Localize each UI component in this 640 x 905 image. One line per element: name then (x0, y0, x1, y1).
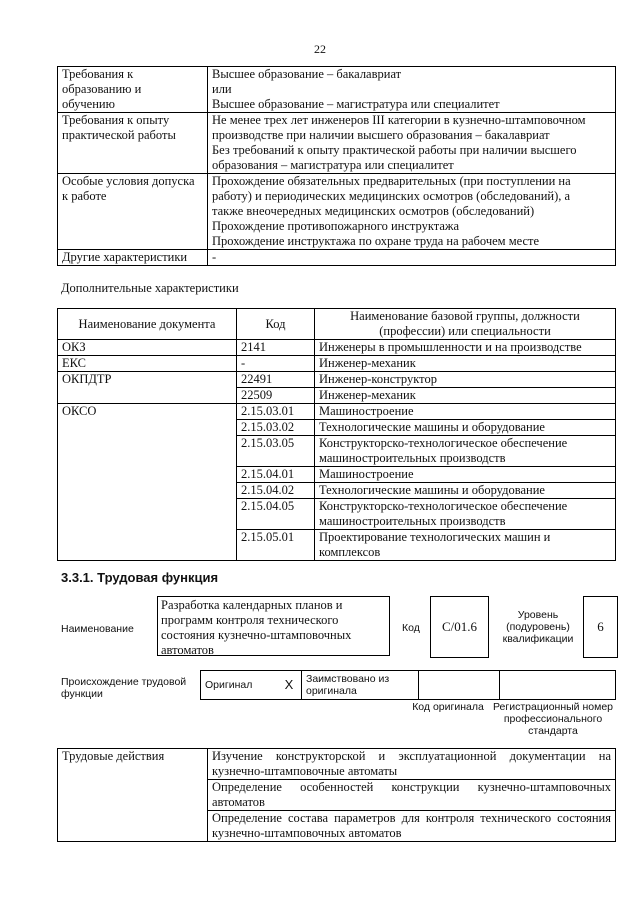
labor-actions-table (57, 748, 616, 842)
row-label (58, 174, 208, 250)
label-line: практической работы (62, 128, 176, 142)
header-line: Наименование базовой группы, должности (350, 309, 580, 323)
cell-code: 2.15.05.01 (237, 530, 315, 561)
name-line: комплексов (319, 545, 381, 559)
cell-name (315, 467, 616, 483)
name-line: Машиностроение (319, 467, 414, 481)
name-line: машиностроительных производств (319, 514, 506, 528)
label-line: Требования к опыту (62, 113, 170, 127)
label-line: Особые условия допуска (62, 174, 195, 188)
cell-name (315, 404, 616, 420)
value-line: Высшее образование – магистратура или специалитет (212, 97, 500, 111)
reg-number-cell (500, 671, 616, 700)
page-number: 22 (314, 42, 326, 56)
row-label (58, 67, 208, 113)
value-line: производстве при наличии высшего образования – бакалавриат (212, 128, 550, 142)
row-label (58, 250, 208, 266)
table-row (58, 356, 616, 372)
value-line: Высшее образование – бакалавриат (212, 67, 402, 81)
cell-name (315, 340, 616, 356)
name-label: Наименование (61, 623, 134, 635)
table-row (58, 174, 616, 250)
origin-table (200, 670, 616, 700)
name-line: Машиностроение (319, 404, 414, 418)
borrowed-line: оригинала (306, 685, 357, 697)
function-name-line: автоматов (161, 643, 214, 657)
reg-number-label (489, 701, 617, 737)
cell-doc: ОКСО (58, 404, 237, 561)
cell-code: 2.15.03.01 (237, 404, 315, 420)
name-line: Проектирование технологических машин и (319, 530, 551, 544)
label-line: к работе (62, 189, 107, 203)
action-item (208, 811, 616, 842)
reg-label-line: профессионального (503, 713, 603, 725)
cell-name (315, 499, 616, 530)
origin-code-cell (419, 671, 500, 700)
cell-doc: ЕКС (58, 356, 237, 372)
value-line: Прохождение обязательных предварительных (при поступлении на (212, 174, 571, 188)
action-line: Изучение конструкторской и эксплуатационной документации на (212, 749, 611, 763)
cell-doc: ОКПДТР (58, 372, 237, 404)
table-header-row (58, 309, 616, 340)
code-label: Код (402, 622, 420, 634)
value-line: Без требований к опыту практической работы при наличии высшего (212, 143, 577, 157)
origin-label-line: функции (61, 688, 103, 700)
header-line: (профессии) или специальности (379, 324, 551, 338)
action-line: автоматов (212, 795, 265, 809)
table-row (201, 671, 616, 700)
cell-code: 2.15.04.02 (237, 483, 315, 499)
header-name (315, 309, 616, 340)
cell-code: 2.15.04.05 (237, 499, 315, 530)
qualification-level-box: 6 (583, 596, 618, 658)
requirements-table (57, 66, 616, 266)
cell-code: 2.15.03.02 (237, 420, 315, 436)
section-title: Дополнительные характеристики (61, 281, 239, 295)
cell-name (315, 372, 616, 388)
action-line: Определение особенностей конструкции кузнечно-штамповочных (212, 780, 611, 794)
value-line: Не менее трех лет инженеров III категории в кузнечно-штамповочном (212, 113, 586, 127)
action-item (208, 780, 616, 811)
action-item (208, 749, 616, 780)
function-name-line: Разработка календарных планов и (161, 598, 343, 612)
origin-label-line: Происхождение трудовой (61, 676, 187, 688)
level-label-line: (подуровень) (506, 621, 570, 633)
function-name-line: состояния кузнечно-штамповочных (161, 628, 352, 642)
cell-name (315, 356, 616, 372)
cell-name (315, 388, 616, 404)
name-line: Инженер-конструктор (319, 372, 437, 386)
label-line: образованию и (62, 82, 142, 96)
additional-characteristics-table (57, 308, 616, 561)
cell-code: 22491 (237, 372, 315, 388)
action-line: Определение состава параметров для контроля технического состояния (212, 811, 611, 825)
function-code-box: С/01.6 (430, 596, 489, 658)
name-line: Инженер-механик (319, 356, 416, 370)
original-label: Оригинал (201, 671, 278, 700)
header-code: Код (237, 309, 315, 340)
name-line: Конструкторско-технологическое обеспечение (319, 436, 568, 450)
value-line: Прохождение инструктажа по охране труда на рабочем месте (212, 234, 540, 248)
reg-label-line: стандарта (528, 725, 578, 737)
header-doc: Наименование документа (58, 309, 237, 340)
reg-label-line: Регистрационный номер (493, 701, 613, 713)
labor-function-title: 3.3.1. Трудовая функция (61, 570, 219, 585)
table-row (58, 372, 616, 388)
action-line: кузнечно-штамповочных автоматов (212, 826, 402, 840)
cell-code: 22509 (237, 388, 315, 404)
row-value (208, 67, 616, 113)
table-row (58, 250, 616, 266)
level-label-line: квалификации (502, 633, 574, 645)
origin-label (61, 676, 196, 700)
row-value (208, 174, 616, 250)
original-mark: X (277, 671, 302, 700)
cell-name (315, 530, 616, 561)
value-line: или (212, 82, 232, 96)
borrowed-label (302, 671, 419, 700)
actions-label: Трудовые действия (58, 749, 208, 842)
name-line: машиностроительных производств (319, 451, 506, 465)
borrowed-line: Заимствовано из (306, 673, 390, 685)
value-line: работу) и периодических медицинских осмотров (обследований), а (212, 189, 571, 203)
level-label-line: Уровень (517, 609, 559, 621)
row-value (208, 113, 616, 174)
table-row (58, 113, 616, 174)
cell-name (315, 483, 616, 499)
action-line: кузнечно-штамповочные автоматы (212, 764, 398, 778)
table-row (58, 404, 616, 420)
cell-code: 2141 (237, 340, 315, 356)
name-line: Инженер-механик (319, 388, 416, 402)
cell-name (315, 436, 616, 467)
cell-code: - (237, 356, 315, 372)
function-name-box (157, 596, 390, 656)
name-line: Инженеры в промышленности и на производстве (319, 340, 582, 354)
value-line: также внеочередных медицинских осмотров (обследований) (212, 204, 535, 218)
value-line: Прохождение противопожарного инструктажа (212, 219, 460, 233)
name-line: Технологические машины и оборудование (319, 420, 545, 434)
cell-name (315, 420, 616, 436)
label-line: Другие характеристики (62, 250, 188, 264)
origin-code-label: Код оригинала (412, 701, 484, 713)
row-label (58, 113, 208, 174)
table-row (58, 67, 616, 113)
label-line: Требования к (62, 67, 134, 81)
value-line: - (212, 250, 217, 264)
name-line: Конструкторско-технологическое обеспечение (319, 499, 568, 513)
cell-doc: ОКЗ (58, 340, 237, 356)
cell-code: 2.15.04.01 (237, 467, 315, 483)
label-line: обучению (62, 97, 115, 111)
row-value (208, 250, 616, 266)
function-name-line: программ контроля технического (161, 613, 339, 627)
cell-code: 2.15.03.05 (237, 436, 315, 467)
table-row (58, 749, 616, 780)
name-line: Технологические машины и оборудование (319, 483, 545, 497)
level-label (500, 609, 576, 645)
value-line: образования – магистратура или специалитет (212, 158, 454, 172)
table-row (58, 340, 616, 356)
